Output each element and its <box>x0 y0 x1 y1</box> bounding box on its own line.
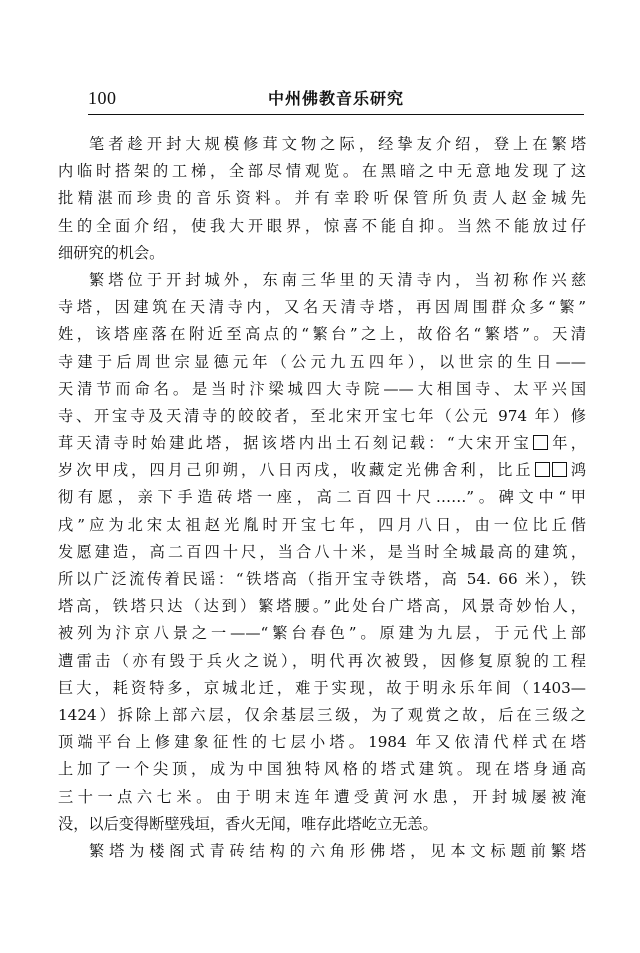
paragraph-line: 内临时搭架的工梯，全部尽情观览。在黑暗之中无意地发现了这 <box>58 162 586 181</box>
paragraph-line: 没，以后变得断壁残垣，香火无闻，唯存此塔屹立无恙。 <box>58 814 438 833</box>
running-title: 中州佛教音乐研究 <box>267 89 404 108</box>
paragraph-line: 被列为汴京八景之一——“繁台春色”。原建为九层，于元代上部 <box>58 624 586 643</box>
illegible-char-box <box>552 462 567 477</box>
paragraph-line: 塔高，铁塔只达（达到）繁塔腰。”此处台广塔高，风景奇妙怡人， <box>58 597 586 616</box>
body-text <box>58 131 586 865</box>
paragraph-line: 所以广泛流传着民谣：“铁塔高（指开宝寺铁塔，高 54. 66 米），铁 <box>58 570 586 588</box>
paragraph-line: 繁塔位于开封城外，东南三华里的天清寺内，当初称作兴慈 <box>89 270 586 289</box>
paragraph-line: 寺、开宝寺及天清寺的皎皎者，至北宋开宝七年（公元 974 年）修 <box>58 406 586 425</box>
line-segment: 岁次甲戌，四月己卯朔，八日丙戌，收藏定光佛舍利，比丘 <box>58 461 534 480</box>
paragraph-line: 顶端平台上修建象征性的七层小塔。1984 年又依清代样式在塔 <box>58 733 586 752</box>
paragraph-line: 遭雷击（亦有毁于兵火之说），明代再次被毁，因修复原貌的工程 <box>58 651 586 670</box>
paragraph-line: 发愿建造，高二百四十尺，当合八十米，是当时全城最高的建筑， <box>58 542 586 561</box>
line-segment: 茸天清寺时始建此塔，据该塔内出土石刻记载：“大宋开宝 <box>58 434 532 453</box>
paragraph-line <box>58 430 586 457</box>
illegible-char-box <box>535 462 550 477</box>
line-segment: 鸿 <box>567 461 586 480</box>
paragraph-line: 三十一点六七米。由于明末连年遭受黄河水患，开封城屡被淹 <box>58 787 586 806</box>
paragraph-line: 姓，该塔座落在附近至高点的“繁台”之上，故俗名“繁塔”。天清 <box>58 325 586 344</box>
paragraph-line: 繁塔为楼阁式青砖结构的六角形佛塔，见本文标题前繁塔 <box>89 841 586 860</box>
page-header <box>88 84 584 118</box>
paragraph-line: 寺建于后周世宗显德元年（公元九五四年），以世宗的生日—— <box>58 352 586 371</box>
paragraph-line: 批精湛而珍贵的音乐资料。并有幸聆听保管所负责人赵金城先 <box>58 189 586 208</box>
page-number: 100 <box>88 88 117 108</box>
paragraph-line: 戌”应为北宋太祖赵光胤时开宝七年，四月八日，由一位比丘偕 <box>58 515 586 534</box>
paragraph-line: 上加了一个尖顶，成为中国独特风格的塔式建筑。现在塔身通高 <box>58 760 586 779</box>
paragraph-line: 1424）拆除上部六层，仅余基层三级，为了观赏之故，后在三级之 <box>58 705 586 724</box>
illegible-char-box <box>533 435 548 450</box>
paragraph-line: 笔者趁开封大规模修茸文物之际，经挚友介绍，登上在繁塔 <box>89 135 586 153</box>
line-segment: 年， <box>548 434 586 453</box>
header-rule <box>88 114 584 115</box>
paragraph-line <box>58 457 586 484</box>
paragraph-line: 寺塔，因建筑在天清寺内，又名天清寺塔，再因周围群众多“繁” <box>58 298 586 317</box>
paragraph-line: 天清节而命名。是当时汴梁城四大寺院——大相国寺、太平兴国 <box>58 379 586 398</box>
paragraph-line: 生的全面介绍，使我大开眼界，惊喜不能自抑。当然不能放过仔 <box>58 216 586 235</box>
paragraph-line: 细研究的机会。 <box>58 243 165 262</box>
paragraph-line: 彻有愿，亲下手造砖塔一座，高二百四十尺……”。碑文中“甲 <box>58 488 586 507</box>
paragraph-line: 巨大，耗资特多，京城北迁，难于实现，故于明永乐年间（1403— <box>58 678 586 697</box>
